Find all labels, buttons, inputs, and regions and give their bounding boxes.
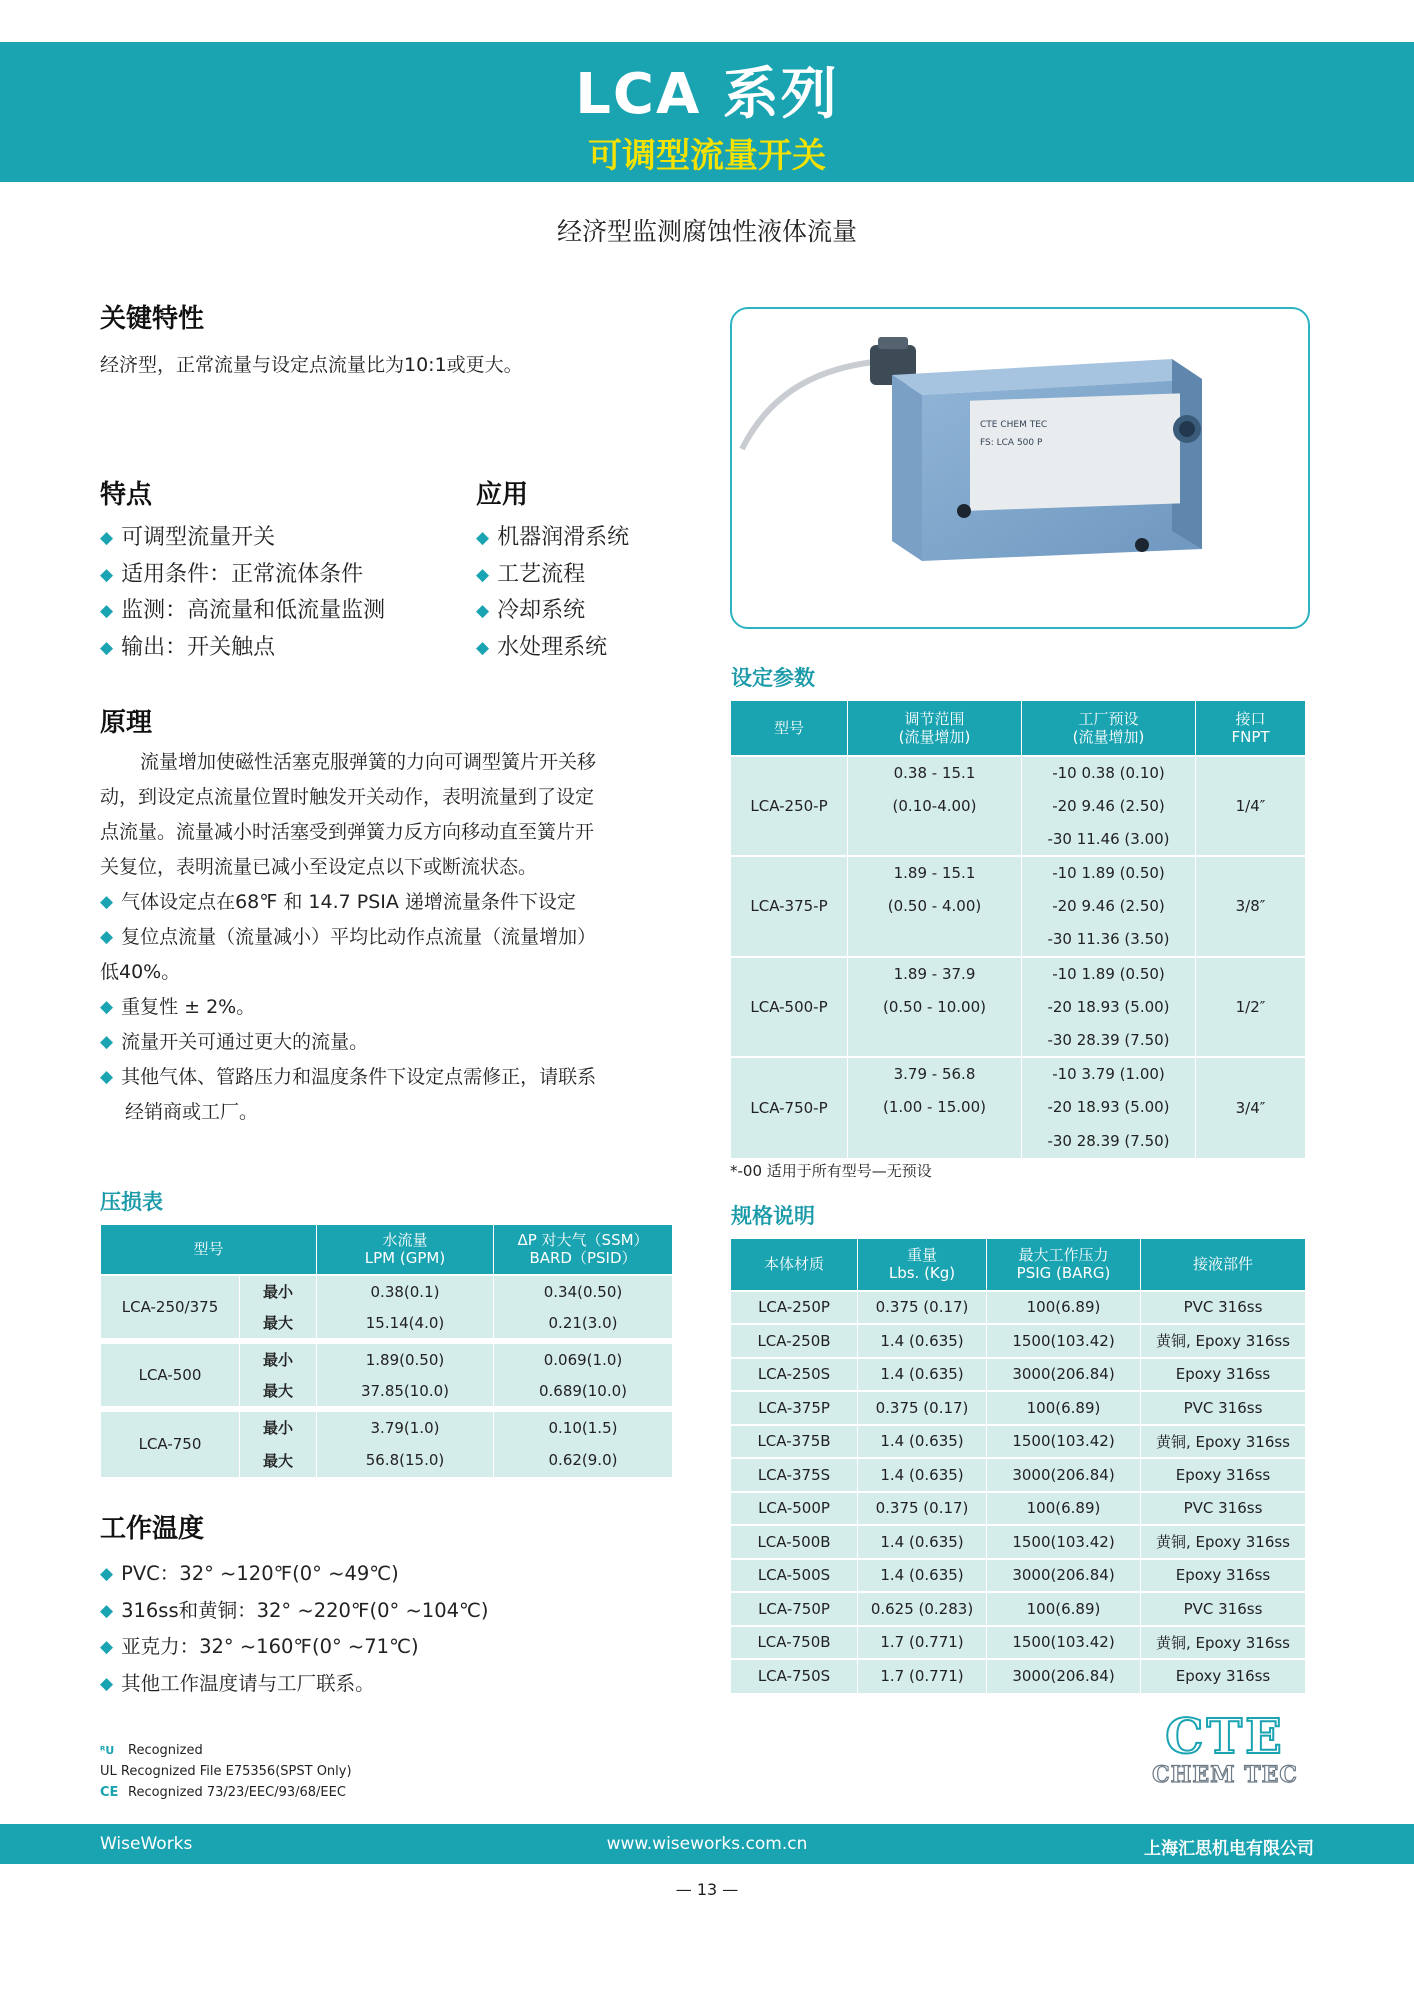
footer-company: 上海汇思机电有限公司 xyxy=(1144,1839,1314,1859)
product-label xyxy=(970,393,1180,510)
preset-cell: -30 28.39 (7.50) xyxy=(1022,1024,1196,1058)
diamond-bullet-icon: ◆ xyxy=(100,528,114,548)
diamond-bullet-icon: ◆ xyxy=(100,927,114,947)
table-row: 最大 37.85(10.0) 0.689(10.0) xyxy=(101,1376,673,1409)
list-item: ◆ 工艺流程 xyxy=(476,561,586,587)
table-row xyxy=(731,1358,1306,1392)
spec-wetted-cell: Epoxy 316ss xyxy=(1141,1358,1306,1392)
table-row xyxy=(731,1425,1306,1459)
ce-mark-icon: CE xyxy=(100,1785,119,1800)
column-header: ΔP 对大气（SSM） BARD（PSID） xyxy=(494,1225,673,1275)
temperature-list xyxy=(100,1556,489,1702)
table-row xyxy=(731,1592,1306,1626)
range-cell: (0.10-4.00) xyxy=(848,789,1022,823)
model-cell: LCA-750-P xyxy=(731,1057,848,1158)
spec-wetted-cell: 黄铜, Epoxy 316ss xyxy=(1141,1425,1306,1459)
spec-pressure-cell: 100(6.89) xyxy=(987,1492,1141,1526)
diamond-bullet-icon: ◆ xyxy=(100,1067,114,1087)
port-cell: 1/2″ xyxy=(1196,957,1306,1058)
applications-heading: 应用 xyxy=(476,480,529,510)
page-title: LCA 系列 xyxy=(575,62,839,127)
diamond-bullet-icon: ◆ xyxy=(100,1637,114,1657)
range-cell: 1.89 - 15.1 xyxy=(848,856,1022,890)
spec-pressure-cell: 100(6.89) xyxy=(987,1391,1141,1425)
spec-pressure-cell: 1500(103.42) xyxy=(987,1525,1141,1559)
spec-model-cell: LCA-500P xyxy=(731,1492,858,1526)
model-cell: LCA-500-P xyxy=(731,957,848,1058)
table-row xyxy=(731,1559,1306,1593)
table-row: LCA-500 最小 1.89(0.50) 0.069(1.0) xyxy=(101,1341,673,1376)
spec-weight-cell: 1.4 (0.635) xyxy=(858,1358,987,1392)
diamond-bullet-icon: ◆ xyxy=(100,1600,114,1621)
spec-pressure-cell: 3000(206.84) xyxy=(987,1659,1141,1693)
spec-pressure-cell: 3000(206.84) xyxy=(987,1458,1141,1492)
spec-model-cell: LCA-375S xyxy=(731,1458,858,1492)
table-row xyxy=(731,1458,1306,1492)
diamond-bullet-icon: ◆ xyxy=(100,997,114,1017)
spec-weight-cell: 0.375 (0.17) xyxy=(858,1492,987,1526)
port-cell: 3/8″ xyxy=(1196,856,1306,957)
product-label-model: FS: LCA 500 P xyxy=(980,438,1043,448)
table-row xyxy=(731,1391,1306,1425)
diamond-bullet-icon: ◆ xyxy=(100,1564,114,1584)
preset-cell: -10 1.89 (0.50) xyxy=(1022,856,1196,890)
spec-model-cell: LCA-375B xyxy=(731,1425,858,1459)
list-item: ◆ 监测：高流量和低流量监测 xyxy=(100,598,386,623)
range-cell xyxy=(848,823,1022,857)
table-row xyxy=(731,1291,1306,1325)
spec-weight-cell: 0.375 (0.17) xyxy=(858,1391,987,1425)
table-row xyxy=(731,756,1306,790)
spec-wetted-cell: 黄铜, Epoxy 316ss xyxy=(1141,1525,1306,1559)
setpoint-heading: 设定参数 xyxy=(731,666,815,690)
model-cell: LCA-250-P xyxy=(731,756,848,857)
diamond-bullet-icon: ◆ xyxy=(476,564,490,585)
range-cell: 0.38 - 15.1 xyxy=(848,756,1022,790)
column-header: 调节范围 (流量增加) xyxy=(848,701,1022,756)
spec-model-cell: LCA-250S xyxy=(731,1358,858,1392)
column-header: 本体材质 xyxy=(731,1239,858,1291)
key-features-text: 经济型，正常流量与设定点流量比为10:1或更大。 xyxy=(100,354,523,376)
spec-wetted-cell: Epoxy 316ss xyxy=(1141,1559,1306,1593)
spec-model-cell: LCA-500S xyxy=(731,1559,858,1593)
spec-wetted-cell: PVC 316ss xyxy=(1141,1592,1306,1626)
table-row xyxy=(731,1525,1306,1559)
setpoint-note: *-00 适用于所有型号—无预设 xyxy=(730,1162,932,1180)
range-cell xyxy=(848,1024,1022,1058)
diamond-bullet-icon: ◆ xyxy=(476,528,490,548)
list-item: ◆ PVC：32° ~120℉(0° ~49℃) xyxy=(100,1562,399,1585)
spec-weight-cell: 1.4 (0.635) xyxy=(858,1425,987,1459)
pressure-loss-heading: 压损表 xyxy=(100,1190,163,1214)
page-number: — 13 — xyxy=(675,1880,739,1899)
diamond-bullet-icon: ◆ xyxy=(100,637,114,658)
spec-weight-cell: 1.7 (0.771) xyxy=(858,1659,987,1693)
setpoint-table xyxy=(730,700,1306,1158)
spec-wetted-cell: 黄铜, Epoxy 316ss xyxy=(1141,1626,1306,1660)
diamond-bullet-icon: ◆ xyxy=(100,892,114,912)
table-row: 最大 56.8(15.0) 0.62(9.0) xyxy=(101,1444,673,1477)
spec-pressure-cell: 3000(206.84) xyxy=(987,1358,1141,1392)
temperature-heading: 工作温度 xyxy=(100,1514,205,1544)
column-header: 水流量 LPM (GPM) xyxy=(317,1225,494,1275)
table-row: LCA-250/375 最小 0.38(0.1) 0.34(0.50) xyxy=(101,1275,673,1308)
features-heading: 特点 xyxy=(100,480,153,510)
table-row xyxy=(731,1324,1306,1358)
spec-wetted-cell: PVC 316ss xyxy=(1141,1391,1306,1425)
spec-wetted-cell: Epoxy 316ss xyxy=(1141,1458,1306,1492)
table-row xyxy=(731,1492,1306,1526)
diamond-bullet-icon: ◆ xyxy=(476,601,490,621)
page-subtitle: 可调型流量开关 xyxy=(588,136,826,176)
spec-model-cell: LCA-750B xyxy=(731,1626,858,1660)
preset-cell: -10 1.89 (0.50) xyxy=(1022,957,1196,991)
column-header: 工厂预设 (流量增加) xyxy=(1022,701,1196,756)
pressure-loss-table xyxy=(100,1224,673,1477)
column-header: 最大工作压力 PSIG (BARG) xyxy=(987,1239,1141,1291)
list-item: ◆ 冷却系统 xyxy=(476,598,586,623)
diamond-bullet-icon: ◆ xyxy=(100,1032,114,1052)
list-item: ◆ 其他工作温度请与工厂联系。 xyxy=(100,1671,375,1695)
diamond-bullet-icon: ◆ xyxy=(100,601,114,621)
certifications: ᴿU Recognized UL Recognized File E75356(SPST Only) CE Recognized 73/23/EEC/93/68/EEC xyxy=(100,1740,352,1803)
table-row xyxy=(731,957,1306,991)
spec-pressure-cell: 100(6.89) xyxy=(987,1592,1141,1626)
specs-heading: 规格说明 xyxy=(731,1204,815,1228)
footer-website-link[interactable]: www.wiseworks.com.cn xyxy=(606,1834,808,1854)
tagline: 经济型监测腐蚀性液体流量 xyxy=(556,217,857,246)
product-photo-frame xyxy=(730,307,1310,629)
spec-wetted-cell: 黄铜, Epoxy 316ss xyxy=(1141,1324,1306,1358)
range-cell: (0.50 - 10.00) xyxy=(848,990,1022,1024)
range-cell: (1.00 - 15.00) xyxy=(848,1091,1022,1125)
spec-model-cell: LCA-750P xyxy=(731,1592,858,1626)
range-cell: 3.79 - 56.8 xyxy=(848,1057,1022,1091)
spec-pressure-cell: 100(6.89) xyxy=(987,1291,1141,1325)
list-item: ◆ 可调型流量开关 xyxy=(100,525,276,550)
product-photo xyxy=(732,309,1308,627)
spec-wetted-cell: PVC 316ss xyxy=(1141,1492,1306,1526)
spec-wetted-cell: PVC 316ss xyxy=(1141,1291,1306,1325)
list-item: ◆ 输出：开关触点 xyxy=(100,634,276,660)
features-list xyxy=(100,520,385,666)
principle-text: 流量增加使磁性活塞克服弹簧的力向可调型簧片开关移 动，到设定点流量位置时触发开关动作，表明流量到了设定 点流量。流量减小时活塞受到弹簧力反方向移动直至簧片开 关复位，表明流量已减小至设定点以下或断流状态。 ◆ 气体设定点在68℉ 和 14.7 PSIA 递增流量条件下设定 ◆ 复位点流量（流量减小）平均比动作点流量（流量增加） 低40%。 ◆ 重复性 ± 2%。 ◆ 流量开关可通过更大的流量。 ◆ 其他气体、管路压力和温度条件下设定点需修正，请联系 经销商或工厂。 xyxy=(100,751,597,1123)
table-row: 最大 15.14(4.0) 0.21(3.0) xyxy=(101,1308,673,1341)
key-features-heading: 关键特性 xyxy=(100,304,205,334)
column-header: 接液部件 xyxy=(1141,1239,1306,1291)
spec-pressure-cell: 1500(103.42) xyxy=(987,1626,1141,1660)
list-item: ◆ 水处理系统 xyxy=(476,634,608,660)
model-cell: LCA-375-P xyxy=(731,856,848,957)
diamond-bullet-icon: ◆ xyxy=(100,564,114,585)
column-header: 型号 xyxy=(731,701,848,756)
preset-cell: -10 3.79 (1.00) xyxy=(1022,1057,1196,1091)
spec-pressure-cell: 1500(103.42) xyxy=(987,1425,1141,1459)
applications-list xyxy=(476,520,629,666)
cte-chemtec-logo: CTE CHEM TEC xyxy=(1152,1709,1298,1788)
preset-cell: -20 18.93 (5.00) xyxy=(1022,1091,1196,1125)
table-row: LCA-750 最小 3.79(1.0) 0.10(1.5) xyxy=(101,1409,673,1444)
preset-cell: -20 9.46 (2.50) xyxy=(1022,890,1196,924)
column-header: 重量 Lbs. (Kg) xyxy=(858,1239,987,1291)
table-row xyxy=(731,1626,1306,1660)
preset-cell: -30 11.36 (3.50) xyxy=(1022,923,1196,957)
port-cell: 3/4″ xyxy=(1196,1057,1306,1158)
table-row xyxy=(731,856,1306,890)
footer-brand: WiseWorks xyxy=(100,1834,193,1854)
spec-model-cell: LCA-250B xyxy=(731,1324,858,1358)
preset-cell: -20 9.46 (2.50) xyxy=(1022,789,1196,823)
spec-pressure-cell: 1500(103.42) xyxy=(987,1324,1141,1358)
preset-cell: -20 18.93 (5.00) xyxy=(1022,990,1196,1024)
spec-model-cell: LCA-375P xyxy=(731,1391,858,1425)
preset-cell: -30 11.46 (3.00) xyxy=(1022,823,1196,857)
spec-pressure-cell: 3000(206.84) xyxy=(987,1559,1141,1593)
spec-model-cell: LCA-250P xyxy=(731,1291,858,1325)
range-cell xyxy=(848,923,1022,957)
diamond-bullet-icon: ◆ xyxy=(476,637,490,658)
range-cell: (0.50 - 4.00) xyxy=(848,890,1022,924)
list-item: ◆ 316ss和黄铜：32° ~220℉(0° ~104℃) xyxy=(100,1598,489,1622)
column-header: 接口 FNPT xyxy=(1196,701,1306,756)
spec-weight-cell: 0.625 (0.283) xyxy=(858,1592,987,1626)
spec-weight-cell: 1.4 (0.635) xyxy=(858,1458,987,1492)
spec-weight-cell: 0.375 (0.17) xyxy=(858,1291,987,1325)
column-header: 型号 xyxy=(101,1225,317,1275)
list-item: ◆ 适用条件：正常流体条件 xyxy=(100,561,364,587)
preset-cell: -30 28.39 (7.50) xyxy=(1022,1124,1196,1158)
ul-recognized-icon: ᴿU xyxy=(100,1744,115,1757)
spec-weight-cell: 1.4 (0.635) xyxy=(858,1324,987,1358)
list-item: ◆ 亚克力：32° ~160℉(0° ~71℃) xyxy=(100,1635,419,1658)
spec-weight-cell: 1.4 (0.635) xyxy=(858,1559,987,1593)
list-item: ◆ 机器润滑系统 xyxy=(476,525,630,550)
range-cell: 1.89 - 37.9 xyxy=(848,957,1022,991)
diamond-bullet-icon: ◆ xyxy=(100,1673,114,1694)
spec-model-cell: LCA-500B xyxy=(731,1525,858,1559)
table-row xyxy=(731,1659,1306,1693)
product-label-brand: CTE CHEM TEC xyxy=(980,420,1048,430)
spec-weight-cell: 1.4 (0.635) xyxy=(858,1525,987,1559)
principle-heading: 原理 xyxy=(100,708,153,738)
table-row xyxy=(731,1057,1306,1091)
specs-table xyxy=(730,1238,1306,1693)
preset-cell: -10 0.38 (0.10) xyxy=(1022,756,1196,790)
spec-model-cell: LCA-750S xyxy=(731,1659,858,1693)
port-cell: 1/4″ xyxy=(1196,756,1306,857)
spec-wetted-cell: Epoxy 316ss xyxy=(1141,1659,1306,1693)
spec-weight-cell: 1.7 (0.771) xyxy=(858,1626,987,1660)
range-cell xyxy=(848,1124,1022,1158)
